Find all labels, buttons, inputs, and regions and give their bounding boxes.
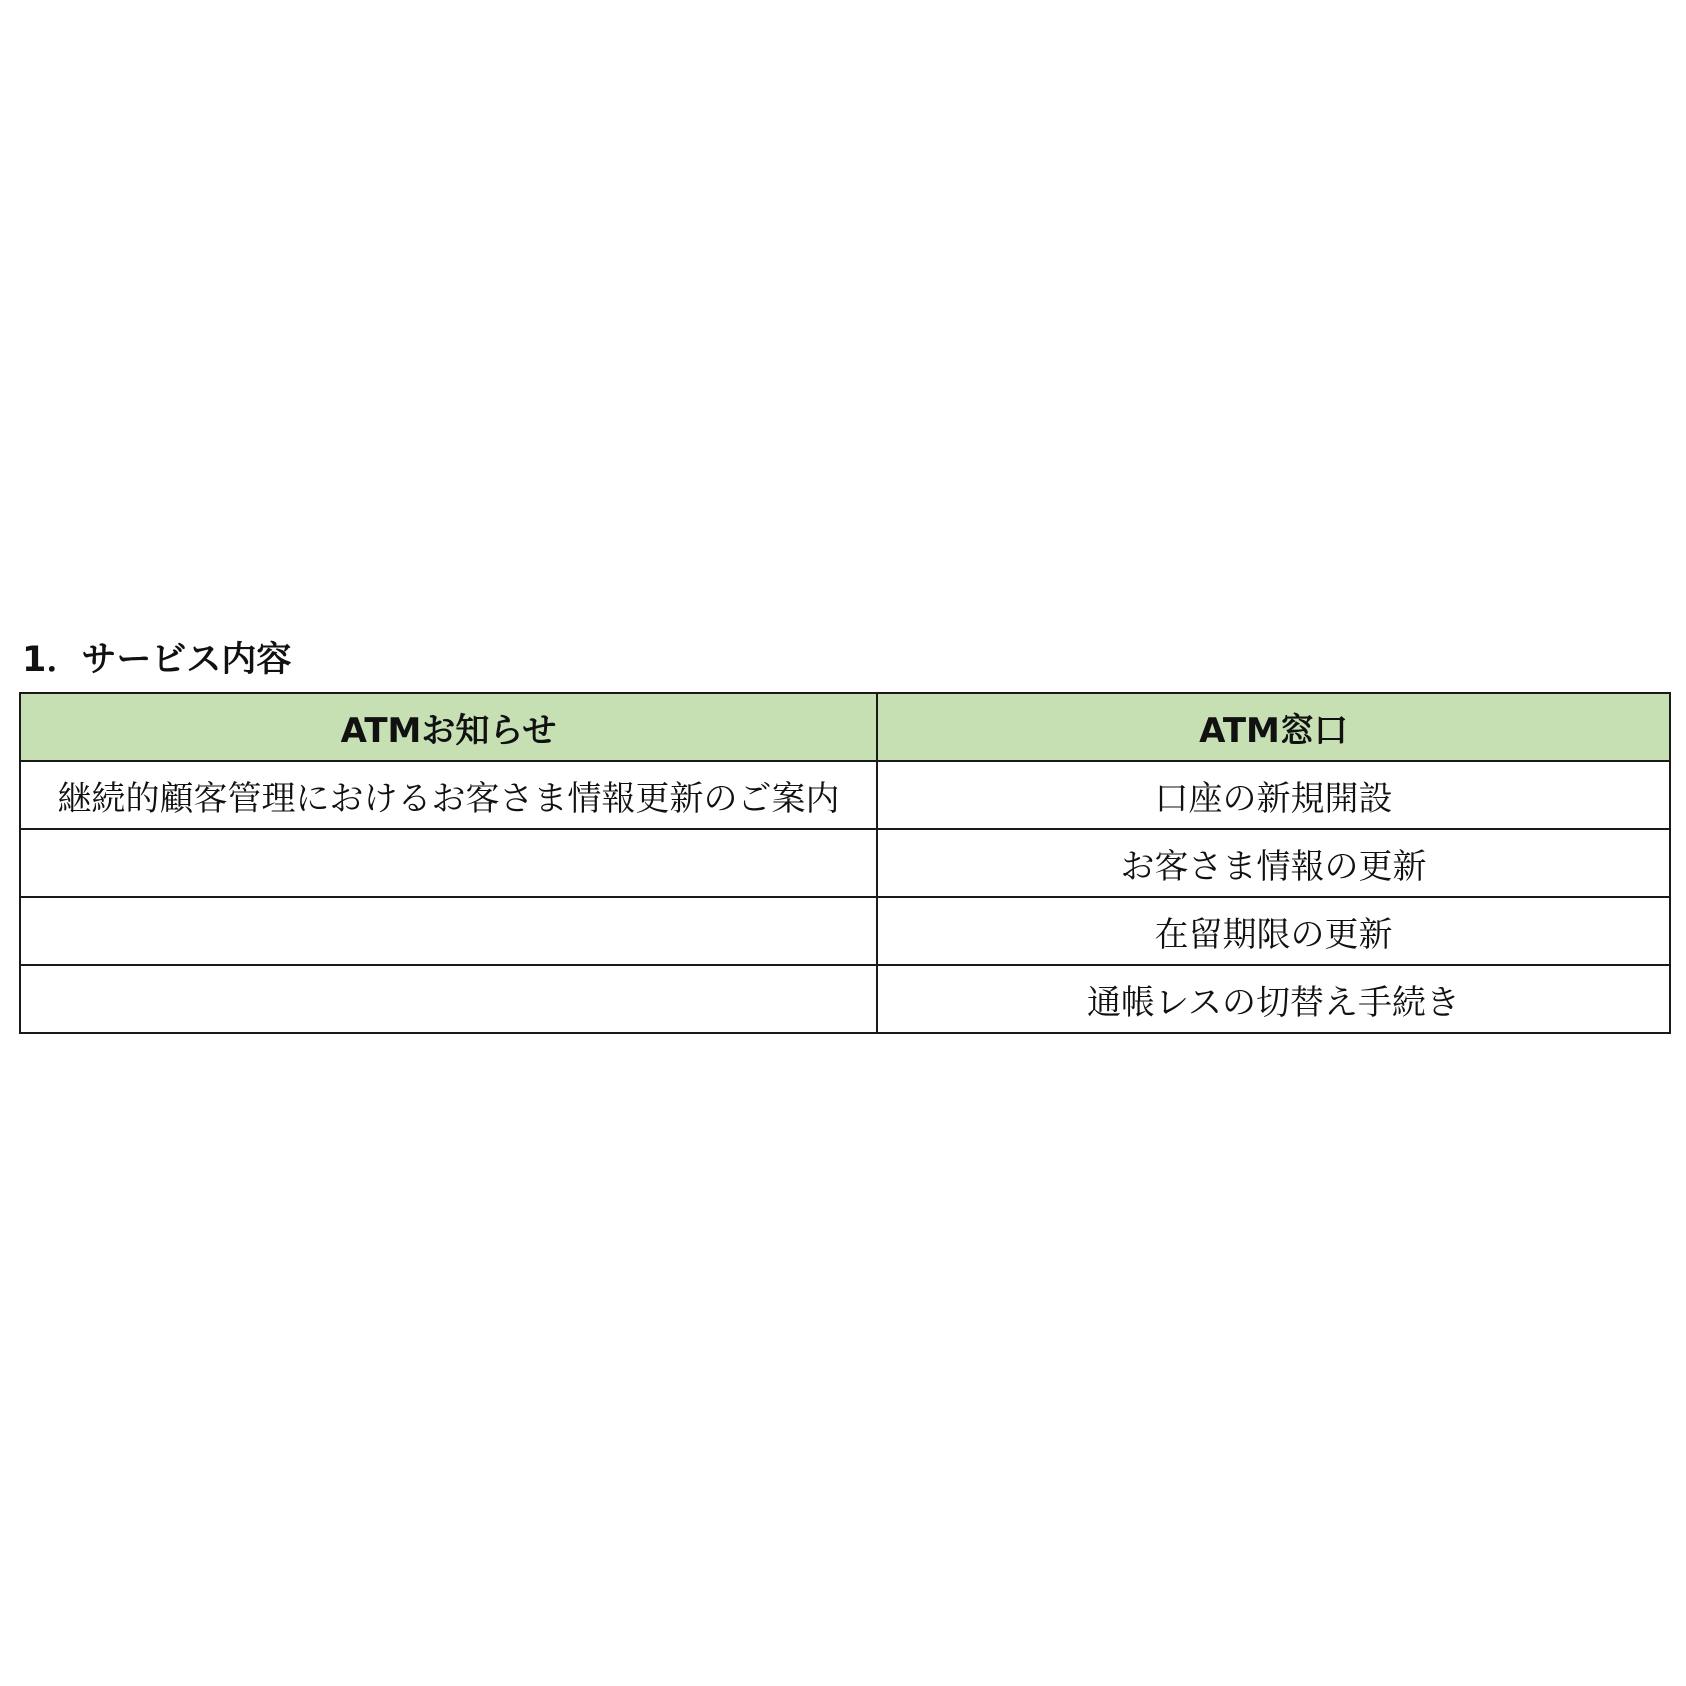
service-table (19, 692, 1671, 1034)
table-cell-window: 通帳レスの切替え手続き (877, 965, 1670, 1033)
table-cell-window: お客さま情報の更新 (877, 829, 1670, 897)
table-cell-window: 在留期限の更新 (877, 897, 1670, 965)
table-cell-notice (20, 897, 877, 965)
table-row (20, 761, 1670, 829)
table-cell-notice (20, 965, 877, 1033)
table-cell-notice (20, 829, 877, 897)
header-atm-window: ATM窓口 (877, 693, 1670, 761)
table-row (20, 965, 1670, 1033)
table-row (20, 897, 1670, 965)
table-cell-notice: 継続的顧客管理におけるお客さま情報更新のご案内 (20, 761, 877, 829)
header-atm-notice: ATMお知らせ (20, 693, 877, 761)
table-row (20, 829, 1670, 897)
table-header-row (20, 693, 1670, 761)
section-title: 1．サービス内容 (22, 640, 292, 680)
table-cell-window: 口座の新規開設 (877, 761, 1670, 829)
